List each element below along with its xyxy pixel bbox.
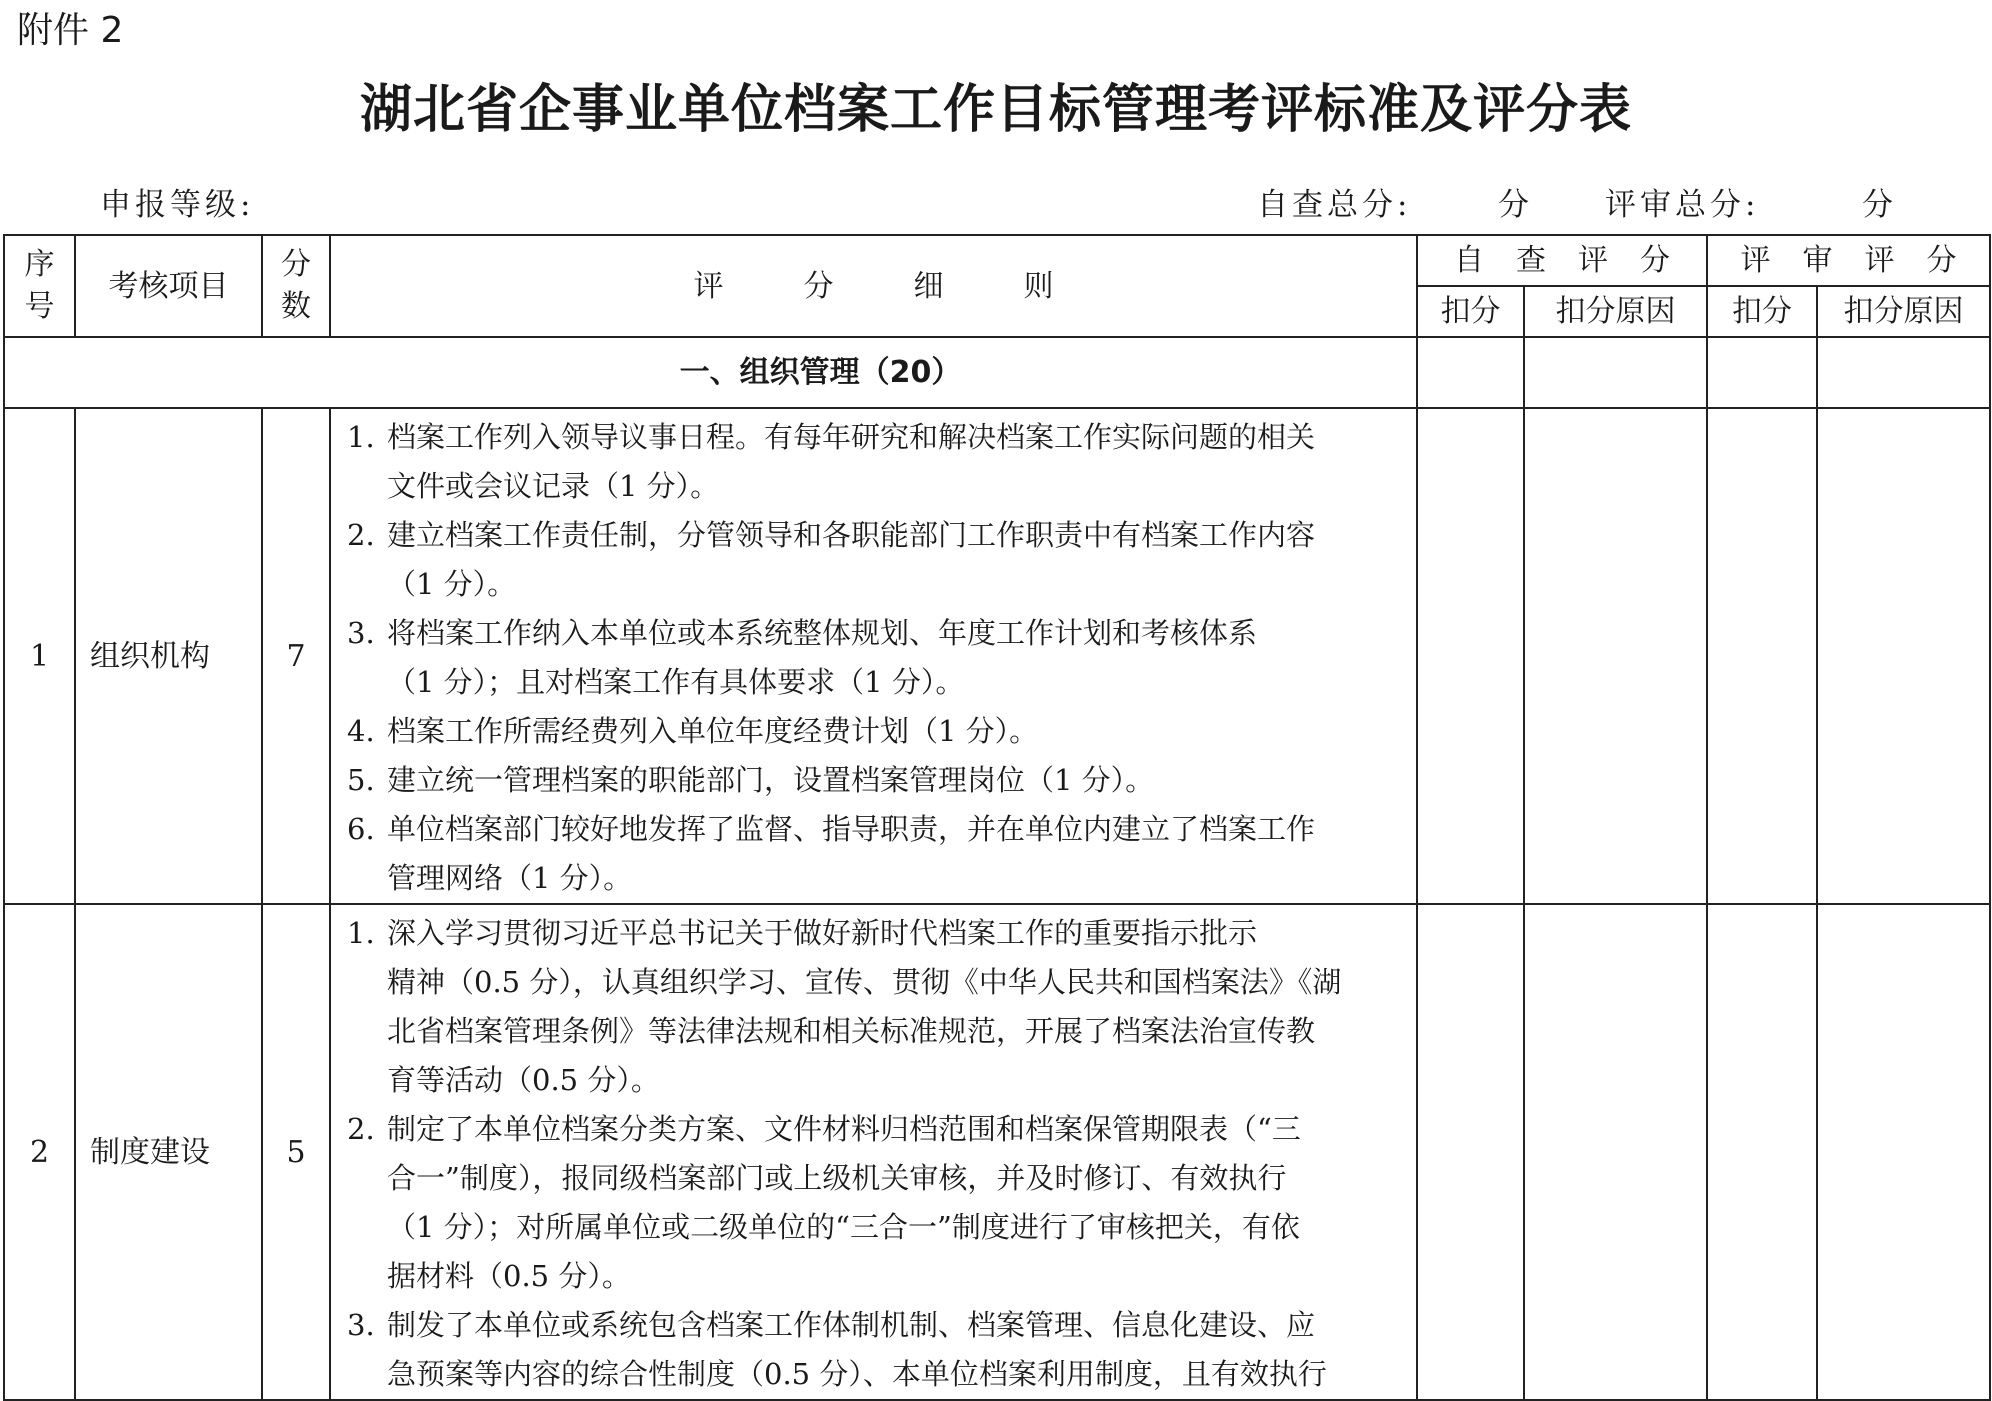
rule-line: 北省档案管理条例》等法律法规和相关标准规范，开展了档案法治宣传教 — [387, 1014, 1316, 1048]
header-self-deduct-reason: 扣分原因 — [1524, 286, 1707, 337]
review-deduct-reason-cell[interactable] — [1817, 408, 1990, 904]
review-total-label: 评审总分: — [1605, 187, 1760, 223]
rule-line: 文件或会议记录（1 分）。 — [387, 469, 720, 503]
self-deduct-reason-cell[interactable] — [1524, 337, 1707, 408]
self-check-total-unit: 分 — [1498, 187, 1529, 223]
row-seq: 2 — [4, 904, 75, 1400]
header-points: 分 数 — [262, 235, 330, 337]
rule-line: 1. 深入学习贯彻习近平总书记关于做好新时代档案工作的重要指示批示 — [347, 916, 1258, 950]
rule-line: 6. 单位档案部门较好地发挥了监督、指导职责，并在单位内建立了档案工作 — [347, 812, 1316, 846]
section-title: 一、组织管理（20） — [4, 337, 1417, 408]
header-review-score: 评 审 评 分 — [1707, 235, 1990, 286]
rule-line: 精神（0.5 分），认真组织学习、宣传、贯彻《中华人民共和国档案法》《湖 — [387, 965, 1342, 999]
rule-line: 3. 制发了本单位或系统包含档案工作体制机制、档案管理、信息化建设、应 — [347, 1308, 1316, 1342]
review-deduct-cell[interactable] — [1707, 904, 1817, 1400]
attachment-label: 附件 2 — [17, 10, 124, 51]
header-review-deduct: 扣分 — [1707, 286, 1817, 337]
rule-line: 育等活动（0.5 分）。 — [387, 1063, 660, 1097]
declared-level-label: 申报等级: — [100, 187, 255, 223]
rule-line: 2. 制定了本单位档案分类方案、文件材料归档范围和档案保管期限表（“三 — [347, 1112, 1301, 1146]
review-deduct-reason-cell[interactable] — [1817, 904, 1990, 1400]
review-deduct-cell[interactable] — [1707, 408, 1817, 904]
rule-line: 1. 档案工作列入领导议事日程。有每年研究和解决档案工作实际问题的相关 — [347, 420, 1316, 454]
table-row — [4, 408, 1990, 904]
header-self-check-score: 自 查 评 分 — [1417, 235, 1707, 286]
review-deduct-reason-cell[interactable] — [1817, 337, 1990, 408]
section-row — [4, 337, 1990, 408]
row-rules — [330, 904, 1417, 1400]
self-deduct-reason-cell[interactable] — [1524, 904, 1707, 1400]
rule-line: 5. 建立统一管理档案的职能部门，设置档案管理岗位（1 分）。 — [347, 763, 1155, 797]
rule-line: 据材料（0.5 分）。 — [387, 1259, 631, 1293]
review-deduct-cell[interactable] — [1707, 337, 1817, 408]
header-rules: 评 分 细 则 — [330, 235, 1417, 337]
rule-line: （1 分）。 — [387, 567, 517, 601]
rule-line: 4. 档案工作所需经费列入单位年度经费计划（1 分）。 — [347, 714, 1039, 748]
table-row — [4, 904, 1990, 1400]
scoring-table — [3, 234, 1991, 1401]
row-item: 制度建设 — [75, 904, 262, 1400]
rule-line: 管理网络（1 分）。 — [387, 861, 633, 895]
row-seq: 1 — [4, 408, 75, 904]
header-item: 考核项目 — [75, 235, 262, 337]
self-deduct-cell[interactable] — [1417, 904, 1524, 1400]
row-rules — [330, 408, 1417, 904]
header-self-deduct: 扣分 — [1417, 286, 1524, 337]
page-title: 湖北省企事业单位档案工作目标管理考评标准及评分表 — [359, 80, 1632, 140]
header-review-deduct-reason: 扣分原因 — [1817, 286, 1990, 337]
self-deduct-cell[interactable] — [1417, 337, 1524, 408]
rule-line: （1 分）；对所属单位或二级单位的“三合一”制度进行了审核把关，有依 — [387, 1210, 1300, 1244]
rule-line: 2. 建立档案工作责任制，分管领导和各职能部门工作职责中有档案工作内容 — [347, 518, 1316, 552]
self-check-total-label: 自查总分: — [1257, 187, 1412, 223]
row-points: 5 — [262, 904, 330, 1400]
self-deduct-cell[interactable] — [1417, 408, 1524, 904]
rule-line: 合一”制度），报同级档案部门或上级机关审核，并及时修订、有效执行 — [387, 1161, 1287, 1195]
row-item: 组织机构 — [75, 408, 262, 904]
header-seq: 序 号 — [4, 235, 75, 337]
row-points: 7 — [262, 408, 330, 904]
rule-line: 急预案等内容的综合性制度（0.5 分）、本单位档案利用制度，且有效执行 — [387, 1357, 1327, 1391]
rule-line: （1 分）；且对档案工作有具体要求（1 分）。 — [387, 665, 965, 699]
review-total-unit: 分 — [1862, 187, 1893, 223]
rule-line: 3. 将档案工作纳入本单位或本系统整体规划、年度工作计划和考核体系 — [347, 616, 1258, 650]
self-deduct-reason-cell[interactable] — [1524, 408, 1707, 904]
